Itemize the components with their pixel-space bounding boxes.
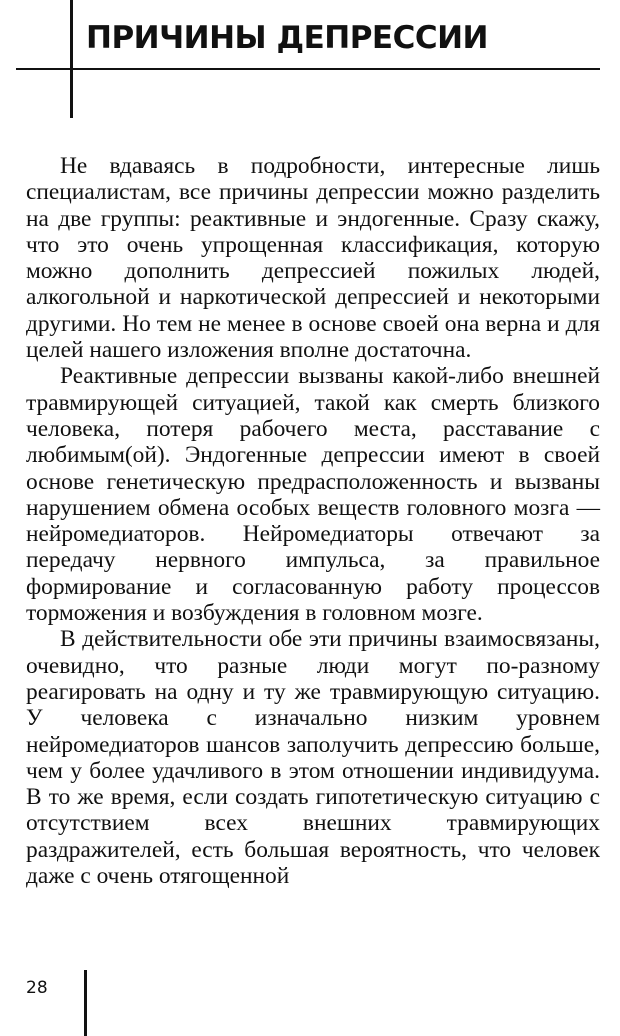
page-number: 28 (26, 978, 48, 998)
footer-vertical-rule (84, 970, 87, 1036)
body-text (26, 153, 600, 889)
paragraph-1: Не вдаваясь в подробности, интересные лишь специалистам, все причины депрессии можно разделить на две группы: реактивные и эндогенные. Сразу скажу, что это очень упрощенная классификация, которую можно дополнить депрессией пожилых людей, алкогольной и наркотической депрессией и некоторыми другими. Но тем не менее в основе своей она верна и для целей нашего изложения вполне достаточна. (26, 153, 600, 364)
header-horizontal-rule (16, 68, 600, 70)
paragraph-2: Реактивные депрессии вызваны какой-либо внешней травмирующей ситуацией, такой как смерть близкого человека, потеря рабочего места, расставание с любимым(ой). Эндогенные депрессии имеют в своей основе генетическую предрасположенность и вызваны нарушением обмена особых веществ головного мозга — нейромедиаторов. Нейромедиаторы отвечают за передачу нервного импульса, за правильное формирование и согласованную работу процессов торможения и возбуждения в головном мозге. (26, 363, 600, 627)
chapter-title: ПРИЧИНЫ ДЕПРЕССИИ (86, 20, 488, 56)
paragraph-3: В действительности обе эти причины взаимосвязаны, очевидно, что разные люди могут по-разному реагировать на одну и ту же травмирующую ситуацию. У человека с изначально низким уровнем нейромедиаторов шансов заполучить депрессию больше, чем у более удачливого в этом отношении индивидуума. В то же время, если создать гипотетическую ситуацию с отсутствием всех внешних травмирующих раздражителей, есть большая вероятность, что человек даже с очень отягощенной (26, 626, 600, 890)
header-vertical-rule (70, 0, 73, 118)
